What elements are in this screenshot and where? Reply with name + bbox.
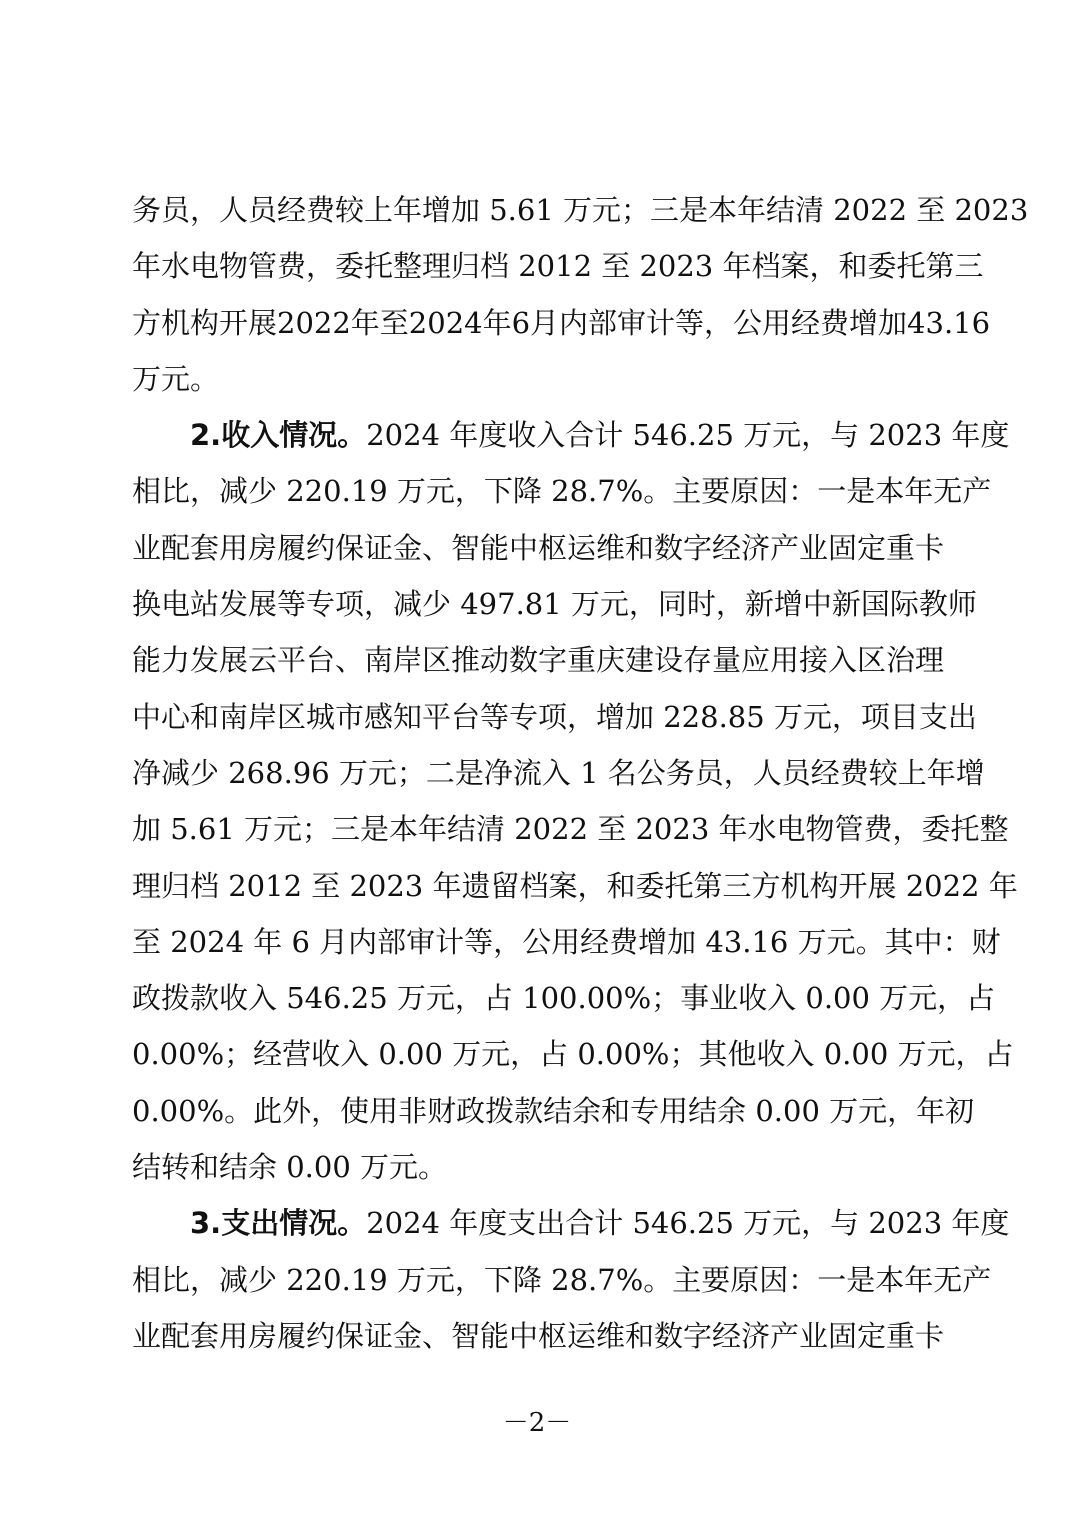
text-line: 业配套用房履约保证金、智能中枢运维和数字经济产业固定重卡 — [132, 530, 945, 565]
text-line: 能力发展云平台、南岸区推动数字重庆建设存量应用接入区治理 — [132, 643, 945, 678]
text-run: 2024 年度支出合计 546.25 万元，与 2023 年度 — [366, 1206, 1010, 1241]
text-line: 万元。 — [132, 361, 220, 396]
text-line: 中心和南岸区城市感知平台等专项，增加 228.85 万元，项目支出 — [132, 699, 977, 734]
body-text — [132, 182, 1029, 1364]
text-line: 0.00%；经营收入 0.00 万元，占 0.00%；其他收入 0.00 万元，占 — [132, 1037, 1014, 1072]
page-number: －2－ — [502, 1408, 572, 1438]
text-line: 结转和结余 0.00 万元。 — [132, 1150, 448, 1185]
text-line: 理归档 2012 至 2023 年遗留档案，和委托第三方机构开展 2022 年 — [132, 868, 1018, 903]
text-line: 方机构开展2022年至2024年6月内部审计等，公用经费增加43.16 — [132, 305, 991, 340]
text-line: 0.00%。此外，使用非财政拨款结余和专用结余 0.00 万元，年初 — [132, 1093, 975, 1128]
text-line: 加 5.61 万元；三是本年结清 2022 至 2023 年水电物管费，委托整 — [132, 812, 1009, 847]
section-heading-income: 2.收入情况。 — [190, 418, 367, 453]
text-line: 务员，人员经费较上年增加 5.61 万元；三是本年结清 2022 至 2023 — [132, 193, 1029, 227]
text-line: 至 2024 年 6 月内部审计等，公用经费增加 43.16 万元。其中：财 — [132, 924, 1001, 959]
paragraph-first-line — [132, 1195, 1010, 1251]
text-line: 政拨款收入 546.25 万元，占 100.00%；事业收入 0.00 万元，占 — [132, 981, 996, 1016]
text-line: 相比，减少 220.19 万元，下降 28.7%。主要原因：一是本年无产 — [132, 1262, 992, 1297]
text-line: 业配套用房履约保证金、智能中枢运维和数字经济产业固定重卡 — [132, 1318, 945, 1353]
text-run: 2024 年度收入合计 546.25 万元，与 2023 年度 — [366, 418, 1010, 453]
text-line: 净减少 268.96 万元；二是净流入 1 名公务员，人员经费较上年增 — [132, 755, 985, 790]
text-line: 年水电物管费，委托整理归档 2012 至 2023 年档案，和委托第三 — [132, 249, 984, 284]
paragraph-first-line — [132, 407, 1010, 463]
text-line: 换电站发展等专项，减少 497.81 万元，同时，新增中新国际教师 — [132, 587, 977, 622]
section-heading-expenditure: 3.支出情况。 — [190, 1206, 367, 1241]
text-line: 相比，减少 220.19 万元，下降 28.7%。主要原因：一是本年无产 — [132, 474, 992, 509]
